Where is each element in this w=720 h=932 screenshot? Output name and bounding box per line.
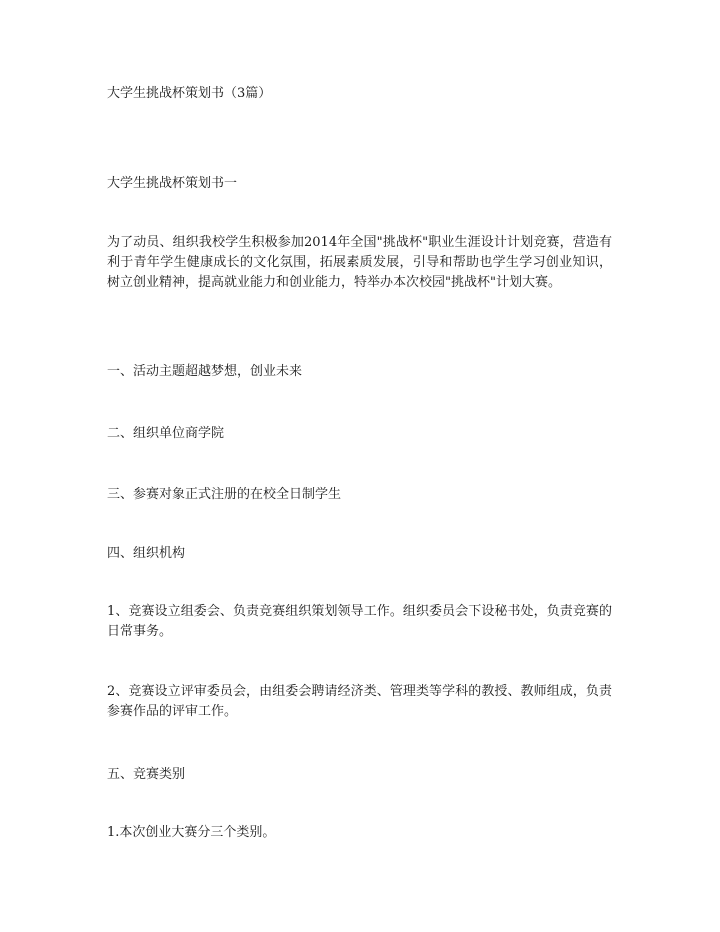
section-organizer: 二、组织单位商学院 xyxy=(107,426,225,441)
section-title: 大学生挑战杯策划书一 xyxy=(107,176,238,191)
categories-item-1: 1.本次创业大赛分三个类别。 xyxy=(107,825,276,840)
section-categories-heading: 五、竞赛类别 xyxy=(107,767,186,782)
organization-item-1: 1、竞赛设立组委会、负责竞赛组织策划领导工作。组织委员会下设秘书处，负责竞赛的日常事务。 xyxy=(107,604,612,639)
organization-item-2: 2、竞赛设立评审委员会，由组委会聘请经济类、管理类等学科的教授、教师组成，负责参赛作品的评审工作。 xyxy=(107,684,612,719)
document-title: 大学生挑战杯策划书（3篇） xyxy=(107,86,272,101)
section-theme: 一、活动主题超越梦想，创业未来 xyxy=(107,364,303,379)
intro-paragraph: 为了动员、组织我校学生积极参加2014年全国"挑战杯"职业生涯设计计划竞赛，营造有利于青年学生健康成长的文化氛围，拓展素质发展，引导和帮助也学生学习创业知识，树立创业精神，提高就业能力和创业能力，特举办本次校园"挑战杯"计划大赛。 xyxy=(107,235,612,290)
section-organization-heading: 四、组织机构 xyxy=(107,546,186,561)
section-participants: 三、参赛对象正式注册的在校全日制学生 xyxy=(107,487,342,502)
